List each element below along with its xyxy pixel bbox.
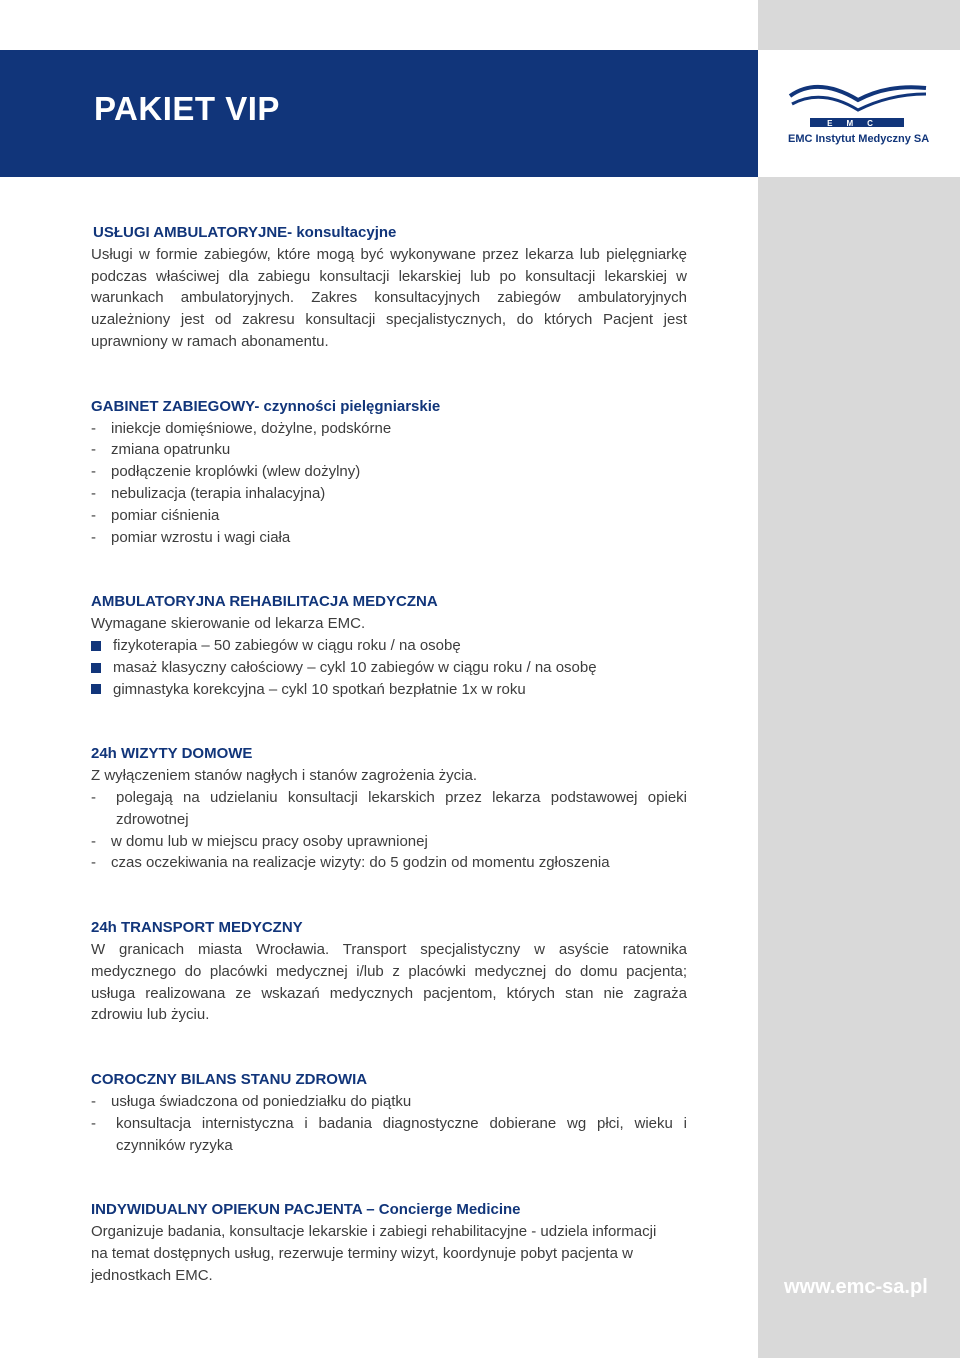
list-item-text: zmiana opatrunku	[111, 441, 231, 459]
list-item	[91, 679, 687, 701]
section-heading: COROCZNY BILANS STANU ZDROWIA	[91, 1071, 368, 1089]
list-item-text: nebulizacja (terapia inhalacyjna)	[111, 484, 326, 502]
list-item: - podłączenie kroplówki (wlew dożylny)	[91, 461, 687, 483]
website-link[interactable]: www.emc-sa.pl	[784, 1276, 928, 1298]
list-item-text: pomiar wzrostu i wagi ciała	[111, 528, 291, 546]
list-item: - iniekcje domięśniowe, dożylne, podskórne	[91, 418, 687, 440]
list-item: - usługa świadczona od poniedziałku do piątku	[91, 1091, 687, 1113]
list-item: - konsultacja internistyczna i badania diagnostyczne dobierane wg płci, wieku i czynników ryzyka	[91, 1113, 687, 1157]
square-bullet-icon	[91, 641, 101, 651]
section-opiekun	[91, 1199, 687, 1286]
section-gabinet	[91, 396, 687, 549]
square-bullet-icon	[91, 663, 101, 673]
list-item-text: usługa świadczona od poniedziałku do piątku	[111, 1092, 412, 1110]
section-transport	[91, 917, 687, 1026]
section-heading: USŁUGI AMBULATORYJNE- konsultacyjne	[93, 224, 397, 241]
page-title: PAKIET VIP	[94, 90, 280, 127]
section-body: W granicach miasta Wrocławia. Transport specjalistyczny w asyście ratownika medycznego do placówki medycznej i/lub z placówki medycznej do domu pacjenta; usługa realizowana ze wskazań medycznych pacjentom, których stan nie zagraża zdrowiu lub życiu.	[91, 940, 687, 1024]
list-item-text: czas oczekiwania na realizacje wizyty: do 5 godzin od momentu zgłoszenia	[111, 854, 610, 872]
section-bilans	[91, 1069, 687, 1156]
emc-bird-logo-icon	[788, 82, 928, 132]
list-item: - pomiar ciśnienia	[91, 505, 687, 527]
section-heading: 24h TRANSPORT MEDYCZNY	[91, 919, 303, 937]
list-item: - polegają na udzielaniu konsultacji lekarskich przez lekarza podstawowej opieki zdrowotnej	[91, 787, 687, 831]
section-wizyty	[91, 743, 687, 874]
square-bullet-icon	[91, 684, 101, 694]
list-item-text: fizykoterapia – 50 zabiegów w ciągu roku / na osobę	[113, 636, 461, 654]
section-heading: INDYWIDUALNY OPIEKUN PACJENTA – Concierge Medicine	[91, 1201, 521, 1219]
section-rehabilitacja	[91, 591, 687, 700]
logo-mark: EMC	[827, 119, 887, 128]
section-heading: AMBULATORYJNA REHABILITACJA MEDYCZNA	[91, 593, 438, 611]
section-body: Organizuje badania, konsultacje lekarskie i zabiegi rehabilitacyjne - udziela informacji na temat dostępnych usług, rezerwuje terminy wizyt, koordynuje pobyt pacjenta w jednostkach EMC.	[91, 1223, 657, 1284]
list-item-text: pomiar ciśnienia	[111, 506, 220, 524]
list-item	[91, 635, 687, 657]
list-item-text: w domu lub w miejscu pracy osoby uprawnionej	[111, 832, 428, 850]
section-heading: GABINET ZABIEGOWY- czynności pielęgniarskie	[91, 397, 441, 415]
logo	[758, 50, 960, 177]
list-item-text: podłączenie kroplówki (wlew dożylny)	[111, 463, 361, 481]
list-item: - nebulizacja (terapia inhalacyjna)	[91, 483, 687, 505]
section-ambulatoryjne	[91, 222, 687, 353]
section-intro: Z wyłączeniem stanów nagłych i stanów zagrożenia życia.	[91, 767, 478, 785]
list-item: - pomiar wzrostu i wagi ciała	[91, 527, 687, 549]
logo-caption: EMC Instytut Medyczny SA	[788, 133, 930, 145]
list-item: - w domu lub w miejscu pracy osoby uprawnionej	[91, 831, 687, 853]
content	[91, 222, 687, 1286]
section-intro: Wymagane skierowanie od lekarza EMC.	[91, 615, 366, 633]
sidebar-panel	[758, 0, 960, 1358]
list-item-text: gimnastyka korekcyjna – cykl 10 spotkań bezpłatnie 1x w roku	[113, 680, 526, 698]
list-item: - czas oczekiwania na realizacje wizyty: do 5 godzin od momentu zgłoszenia	[91, 852, 687, 874]
list-item-text: polegają na udzielaniu konsultacji lekarskich przez lekarza podstawowej opieki zdrowotnej	[116, 788, 687, 828]
list-item: - zmiana opatrunku	[91, 439, 687, 461]
list-item-text: iniekcje domięśniowe, dożylne, podskórne	[111, 419, 392, 437]
list-item-text: konsultacja internistyczna i badania diagnostyczne dobierane wg płci, wieku i czynników ryzyka	[116, 1114, 687, 1154]
section-body: Usługi w formie zabiegów, które mogą być wykonywane przez lekarza lub pielęgniarkę podczas właściwej dla zabiegu konsultacji lekarskiej lub po konsultacji lekarskiej w warunkach ambulatoryjnych. Zakres konsultacyjnych zabiegów ambulatoryjnych uzależniony jest od zakresu konsultacji specjalistycznych, do których Pacjent jest uprawniony w ramach abonamentu.	[91, 245, 687, 350]
section-heading: 24h WIZYTY DOMOWE	[91, 745, 253, 763]
list-item-text: masaż klasyczny całościowy – cykl 10 zabiegów w ciągu roku / na osobę	[113, 658, 597, 676]
list-item	[91, 657, 687, 679]
